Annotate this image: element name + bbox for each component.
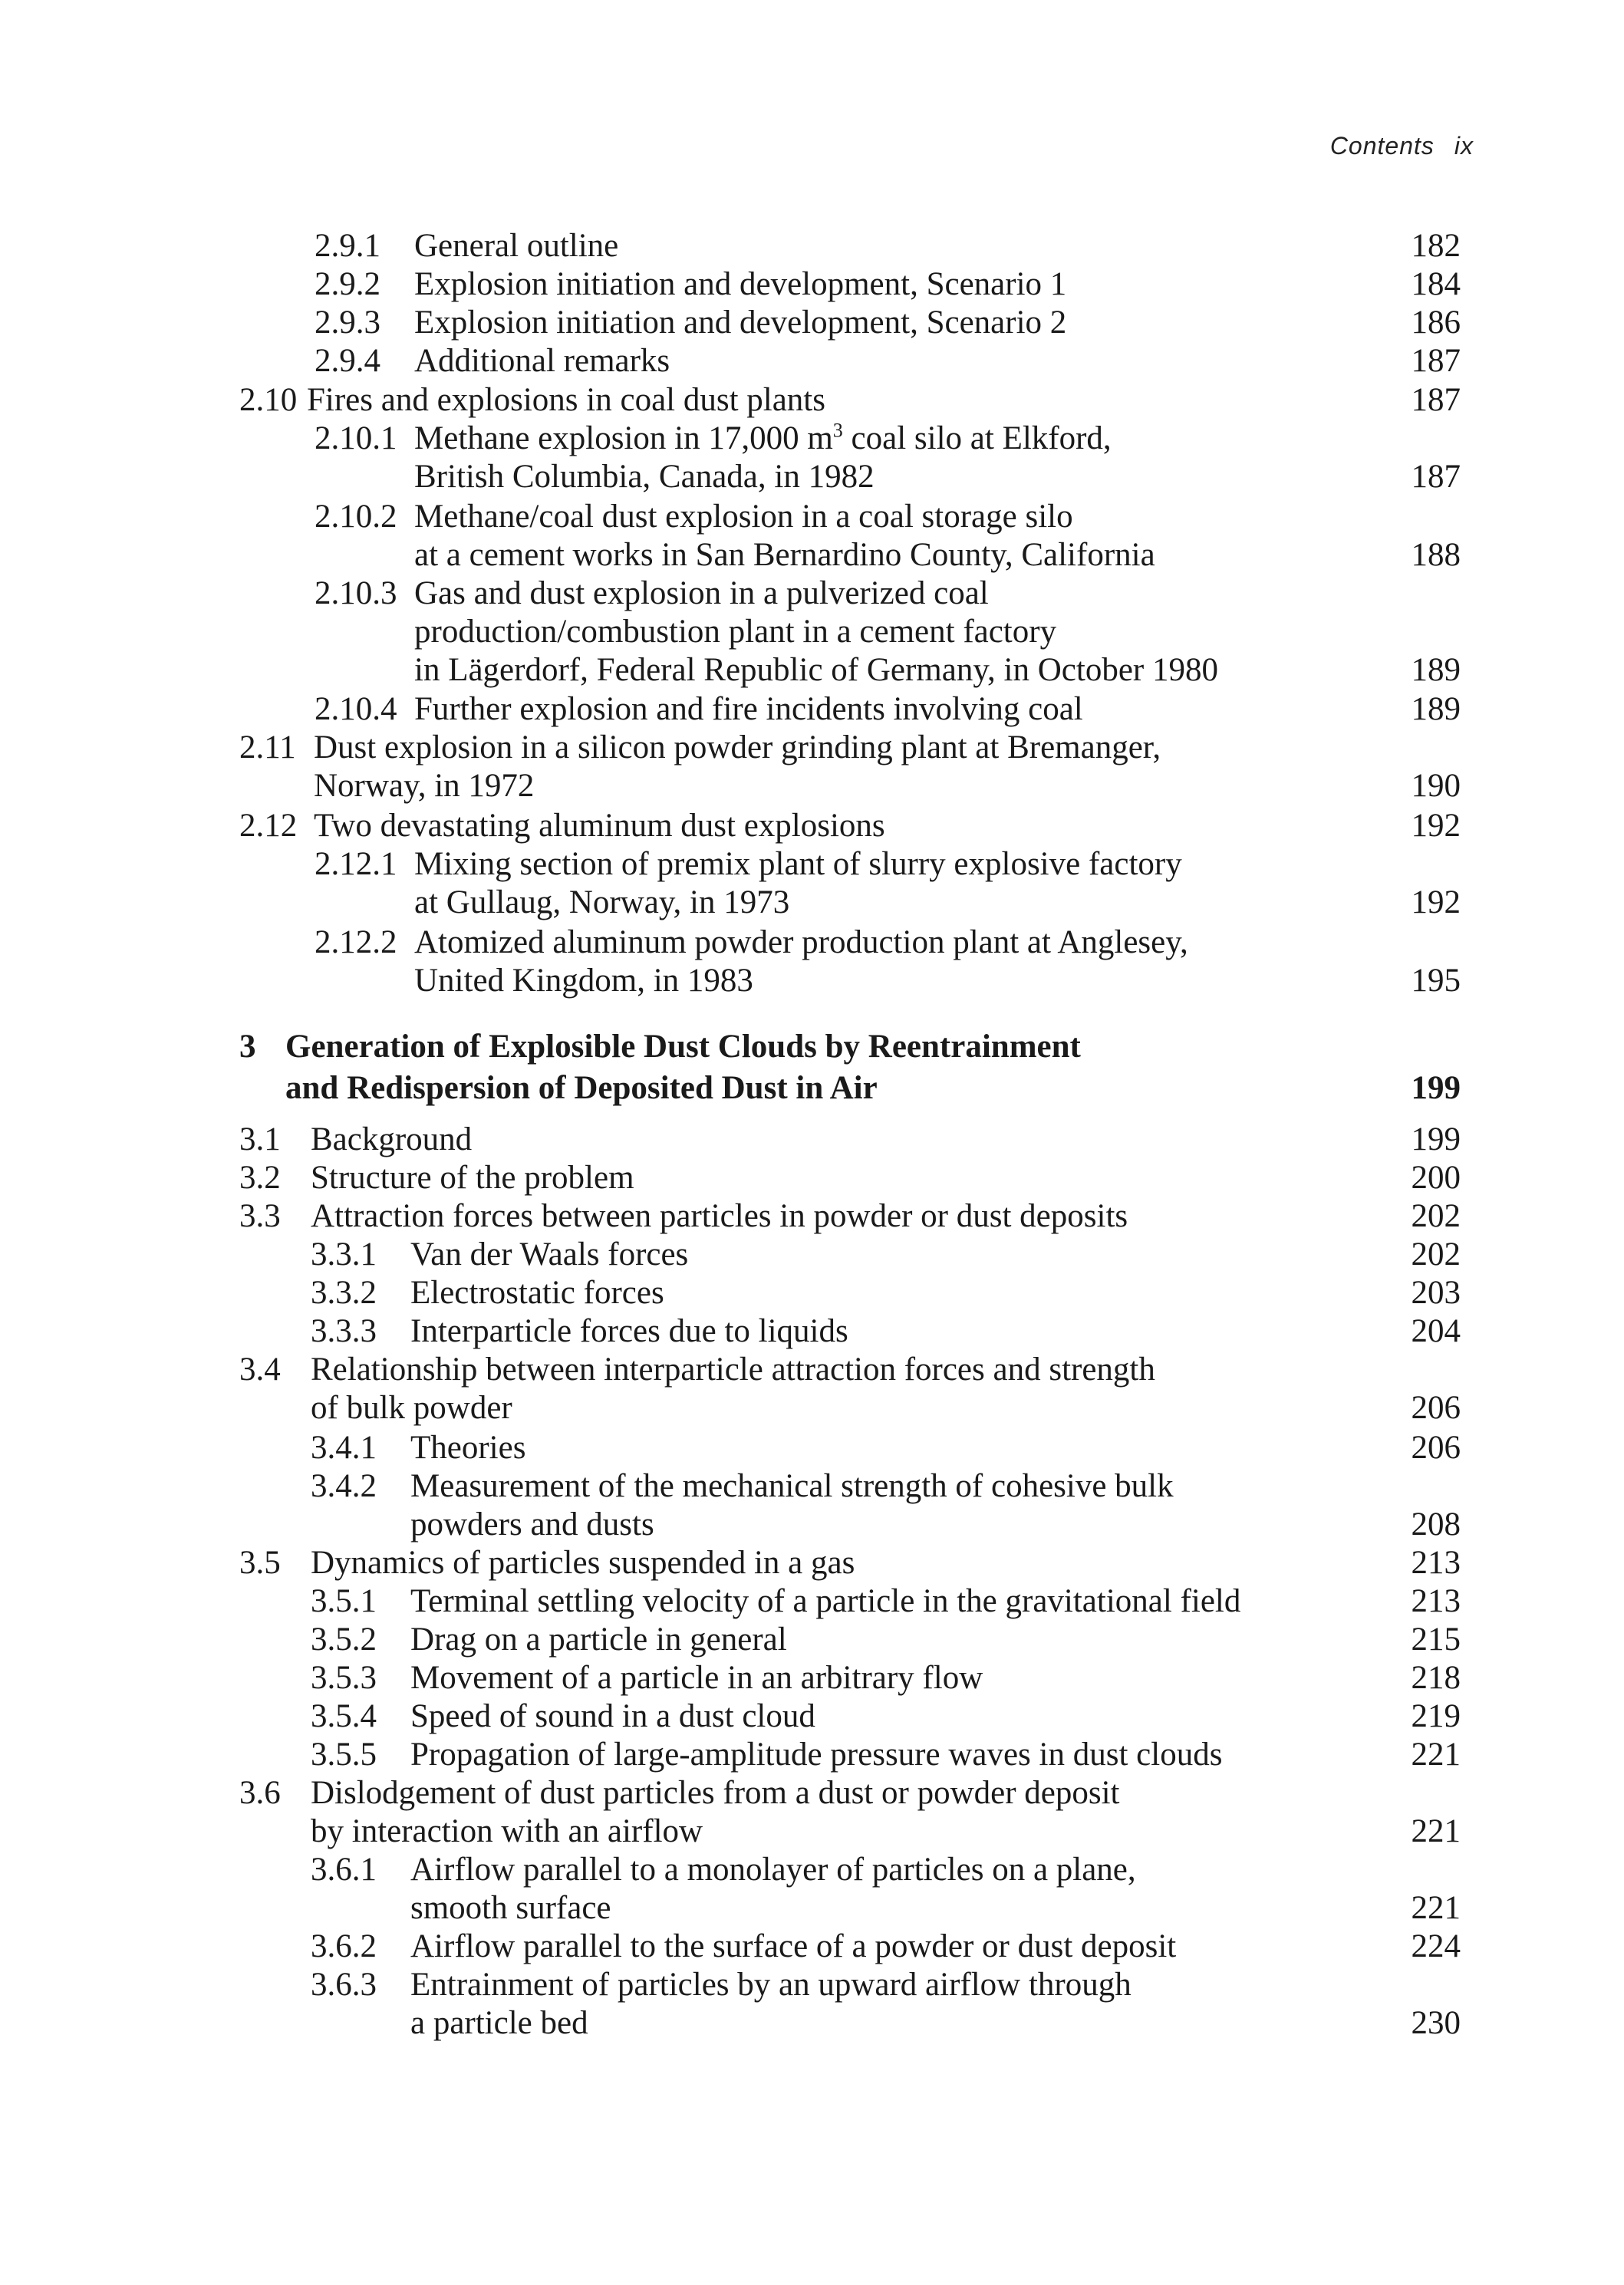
toc-entry — [0, 1236, 1624, 1274]
toc-page-number: 203 — [1411, 1275, 1461, 1311]
toc-page-number: 213 — [1411, 1583, 1461, 1619]
toc-entry-number: 3.3.1 — [311, 1236, 377, 1273]
toc-page-number: 206 — [1411, 1390, 1461, 1426]
toc-entry-number: 3.4 — [239, 1352, 281, 1388]
toc-entry-number: 3 — [239, 1029, 256, 1065]
toc-page-number: 206 — [1411, 1430, 1461, 1466]
toc-entry-title: at a cement works in San Bernardino County, California — [414, 537, 1155, 573]
toc-entry-title: Dynamics of particles suspended in a gas — [311, 1545, 855, 1581]
toc-entry — [0, 845, 1624, 922]
toc-entry-number: 2.12.1 — [315, 846, 397, 882]
toc-entry — [0, 227, 1624, 265]
toc-entry — [0, 1274, 1624, 1312]
toc-entry-title: at Gullaug, Norway, in 1973 — [414, 884, 790, 920]
toc-entry-title: Airflow parallel to a monolayer of particles on a plane, — [410, 1852, 1136, 1888]
toc-page-number: 182 — [1411, 228, 1461, 264]
toc-entry-title: Van der Waals forces — [410, 1236, 689, 1273]
toc-entry-title: Terminal settling velocity of a particle in the gravitational field — [410, 1583, 1241, 1619]
toc-entry-title: Movement of a particle in an arbitrary flow — [410, 1660, 983, 1696]
toc-entry-title: Interparticle forces due to liquids — [410, 1313, 848, 1349]
toc-page-number: 221 — [1411, 1890, 1461, 1926]
toc-entry — [0, 1621, 1624, 1659]
toc-entry — [0, 1659, 1624, 1697]
toc-entry — [0, 575, 1624, 690]
toc-page-number: 221 — [1411, 1737, 1461, 1773]
toc-entry-number: 2.10.3 — [315, 575, 397, 611]
toc-entry-number: 2.9.1 — [315, 228, 380, 264]
toc-page-number: 190 — [1411, 768, 1461, 804]
toc-entry — [0, 498, 1624, 575]
toc-page-number: 202 — [1411, 1198, 1461, 1234]
toc-entry-title: Norway, in 1972 — [314, 768, 535, 804]
toc-page-number: 186 — [1411, 305, 1461, 341]
toc-page-number: 202 — [1411, 1236, 1461, 1273]
toc-entry-title: in Lägerdorf, Federal Republic of Germany, in October 1980 — [414, 652, 1218, 688]
toc-page-number: 199 — [1411, 1070, 1461, 1106]
header-section: Contents — [1329, 132, 1435, 160]
toc-entry-title: Speed of sound in a dust cloud — [410, 1698, 815, 1734]
toc-entry — [0, 1966, 1624, 2043]
toc-entry-number: 3.2 — [239, 1160, 281, 1196]
toc-entry-number: 2.9.4 — [315, 343, 380, 379]
toc-entry-title: Relationship between interparticle attraction forces and strength — [311, 1352, 1155, 1388]
toc-entry — [0, 265, 1624, 304]
toc-entry — [0, 420, 1624, 496]
toc-page-number: 188 — [1411, 537, 1461, 573]
toc-entry-title: Generation of Explosible Dust Clouds by Reentrainment — [285, 1029, 1081, 1065]
toc-entry-title: Additional remarks — [414, 343, 670, 379]
toc-page-number: 192 — [1411, 884, 1461, 920]
toc-entry-title: Atomized aluminum powder production plant at Anglesey, — [414, 924, 1188, 960]
toc-entry-title-continued: coal silo at Elkford, — [842, 420, 1112, 456]
toc-entry-number: 2.10 — [239, 382, 298, 418]
toc-entry-number: 2.10.4 — [315, 691, 397, 727]
toc-entry — [0, 1197, 1624, 1236]
toc-entry-number: 3.6 — [239, 1775, 281, 1811]
toc-entry-title: Further explosion and fire incidents involving coal — [414, 691, 1083, 727]
toc-page-number: 195 — [1411, 963, 1461, 999]
toc-entry — [0, 1736, 1624, 1774]
toc-entry-number: 3.5.2 — [311, 1622, 377, 1658]
toc-entry — [0, 1312, 1624, 1351]
toc-entry-number: 3.5 — [239, 1545, 281, 1581]
toc-entry-title: Background — [311, 1121, 473, 1157]
toc-page-number: 224 — [1411, 1928, 1461, 1964]
superscript: 3 — [832, 419, 843, 442]
toc-page-number: 187 — [1411, 382, 1461, 418]
toc-entry-title: powders and dusts — [410, 1506, 654, 1543]
toc-entry-title: General outline — [414, 228, 619, 264]
toc-entry — [0, 1121, 1624, 1159]
toc-entry-title: Explosion initiation and development, Scenario 2 — [414, 305, 1067, 341]
toc-page-number: 184 — [1411, 266, 1461, 302]
toc-entry-title: Dust explosion in a silicon powder grinding plant at Bremanger, — [314, 729, 1161, 766]
toc-entry — [0, 1928, 1624, 1966]
toc-entry-title: Airflow parallel to the surface of a powder or dust deposit — [410, 1928, 1177, 1964]
header-page-number: ix — [1454, 132, 1474, 160]
toc-entry-number: 3.1 — [239, 1121, 281, 1157]
toc-entry-number: 3.4.2 — [311, 1468, 377, 1504]
toc-page-number: 200 — [1411, 1160, 1461, 1196]
toc-entry-number: 2.11 — [239, 729, 296, 766]
toc-entry-title: Structure of the problem — [311, 1160, 634, 1196]
toc-entry-title: Propagation of large-amplitude pressure waves in dust clouds — [410, 1737, 1223, 1773]
toc-entry — [0, 924, 1624, 1000]
toc-entry — [0, 1697, 1624, 1736]
toc-entry-number: 3.4.1 — [311, 1430, 377, 1466]
toc-entry-title: by interaction with an airflow — [311, 1813, 703, 1849]
toc-entry-title: and Redispersion of Deposited Dust in Air — [285, 1070, 878, 1106]
toc-page-number: 221 — [1411, 1813, 1461, 1849]
toc-entry-number: 2.10.2 — [315, 499, 397, 535]
toc-entry-title: production/combustion plant in a cement factory — [414, 614, 1057, 650]
toc-entry — [0, 807, 1624, 845]
toc-entry-title: Explosion initiation and development, Scenario 1 — [414, 266, 1067, 302]
toc-entry-title: Drag on a particle in general — [410, 1622, 787, 1658]
toc-entry — [0, 1467, 1624, 1544]
toc-entry-title: United Kingdom, in 1983 — [414, 963, 753, 999]
toc-entry-number: 3.6.2 — [311, 1928, 377, 1964]
toc-chapter-entry — [0, 1028, 1624, 1111]
toc-page-number: 192 — [1411, 808, 1461, 844]
toc-entry — [0, 342, 1624, 380]
toc-entry-title: Measurement of the mechanical strength of cohesive bulk — [410, 1468, 1174, 1504]
toc-entry — [0, 1429, 1624, 1467]
toc-page-number: 187 — [1411, 459, 1461, 495]
toc-entry-title: Theories — [410, 1430, 526, 1466]
toc-entry-title: Gas and dust explosion in a pulverized coal — [414, 575, 989, 611]
toc-entry-number: 2.9.3 — [315, 305, 380, 341]
toc-entry-title: a particle bed — [410, 2005, 588, 2041]
toc-entry-title: Methane/coal dust explosion in a coal storage silo — [414, 499, 1073, 535]
toc-page-number: 187 — [1411, 343, 1461, 379]
toc-entry-title: Attraction forces between particles in powder or dust deposits — [311, 1198, 1128, 1234]
toc-page-number: 189 — [1411, 652, 1461, 688]
toc-entry — [0, 381, 1624, 420]
toc-page-number: 208 — [1411, 1506, 1461, 1543]
toc-entry-number: 2.12 — [239, 808, 298, 844]
toc-entry — [0, 1851, 1624, 1928]
toc-entry — [0, 690, 1624, 729]
toc-entry-title: Mixing section of premix plant of slurry explosive factory — [414, 846, 1182, 882]
toc-entry-number: 3.3.2 — [311, 1275, 377, 1311]
toc-page-number: 215 — [1411, 1622, 1461, 1658]
toc-entry-title: Dislodgement of dust particles from a dust or powder deposit — [311, 1775, 1120, 1811]
toc-entry — [0, 1774, 1624, 1851]
toc-entry — [0, 304, 1624, 342]
toc-entry-number: 3.6.3 — [311, 1967, 377, 2003]
toc-entry-title: Entrainment of particles by an upward airflow through — [410, 1967, 1132, 2003]
toc-entry-title: Two devastating aluminum dust explosions — [314, 808, 885, 844]
toc-page-number: 218 — [1411, 1660, 1461, 1696]
toc-entry — [0, 1159, 1624, 1197]
toc-entry-number: 2.10.1 — [315, 420, 397, 456]
running-header — [1330, 132, 1474, 160]
toc-page-number: 219 — [1411, 1698, 1461, 1734]
toc-entry-title: British Columbia, Canada, in 1982 — [414, 459, 875, 495]
toc-entry-title: smooth surface — [410, 1890, 611, 1926]
toc-entry-title: Methane explosion in 17,000 $m^3$ coal silo at Elkford, — [414, 419, 1112, 456]
toc-entry — [0, 1544, 1624, 1582]
toc-entry — [0, 729, 1624, 805]
toc-entry-number: 3.5.5 — [311, 1737, 377, 1773]
toc-entry-number: 3.5.4 — [311, 1698, 377, 1734]
toc-page-number: 199 — [1411, 1121, 1461, 1157]
toc-entry — [0, 1582, 1624, 1621]
toc-entry-number: 3.5.1 — [311, 1583, 377, 1619]
toc-entry-number: 2.12.2 — [315, 924, 397, 960]
toc-entry-number: 3.3 — [239, 1198, 281, 1234]
toc-entry-number: 3.5.3 — [311, 1660, 377, 1696]
toc-page-number: 213 — [1411, 1545, 1461, 1581]
toc-entry — [0, 1351, 1624, 1427]
toc-entry-title: Fires and explosions in coal dust plants — [307, 382, 825, 418]
toc-entry-title: Electrostatic forces — [410, 1275, 664, 1311]
toc-page-number: 189 — [1411, 691, 1461, 727]
toc-entry-number: 2.9.2 — [315, 266, 380, 302]
toc-entry-number: 3.3.3 — [311, 1313, 377, 1349]
toc-entry-number: 3.6.1 — [311, 1852, 377, 1888]
toc-entry-title: of bulk powder — [311, 1390, 512, 1426]
toc-page-number: 230 — [1411, 2005, 1461, 2041]
toc-page-number: 204 — [1411, 1313, 1461, 1349]
